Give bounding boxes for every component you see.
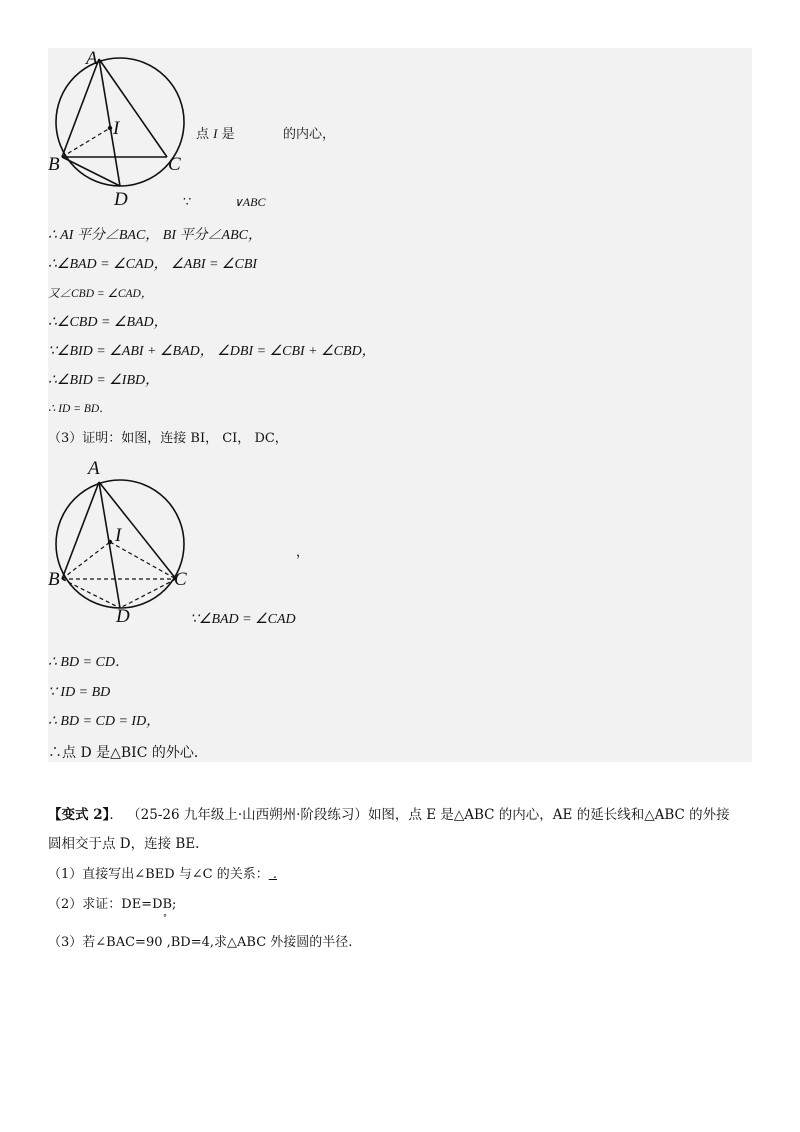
- question-2: （2）求证：DE=DB;: [48, 897, 177, 912]
- step-line: ∵∠BID = ∠ABI + ∠BAD， ∠DBI = ∠CBI + ∠CBD，: [48, 344, 376, 359]
- step-line: ∴ BD = CD = ID，: [48, 714, 161, 729]
- label-i: I: [115, 525, 122, 546]
- because-symbol: ∵: [183, 195, 192, 210]
- question-3: （3）若∠BAC=90 ,BD=4,求△ABC 外接圆的半径.: [48, 935, 353, 950]
- caption-incenter: 的内心，: [282, 127, 335, 142]
- label-c: C: [168, 154, 181, 175]
- label-a: A: [88, 458, 100, 479]
- exercise-stem: [48, 800, 756, 830]
- segment-ac: [99, 59, 167, 157]
- segment-ab: [62, 59, 99, 157]
- label-d: D: [116, 606, 130, 627]
- conclusion: ∴点 D 是△BIC 的外心．: [48, 745, 208, 761]
- degree-mark: °: [163, 913, 167, 922]
- step-line: ∴∠CBD = ∠BAD，: [48, 315, 168, 330]
- segment-cd-dashed: [120, 579, 176, 608]
- incenter-point: [108, 540, 112, 544]
- exercise-stem-line2: 圆相交于点 D，连接 BE.: [48, 836, 200, 852]
- caption-is: 是: [221, 127, 235, 142]
- step-line: ∴ AI 平分∠BAC， BI 平分∠ABC，: [48, 228, 262, 243]
- segment-bd: [62, 157, 120, 186]
- segment-ci-dashed: [110, 542, 176, 579]
- label-b: B: [48, 569, 60, 590]
- step-line: ∴∠BID = ∠IBD，: [48, 373, 160, 388]
- circle-figure-1: [44, 46, 194, 206]
- label-i: I: [113, 118, 120, 139]
- step-line: ∴ ID = BD．: [48, 403, 111, 415]
- answer-blank: .: [268, 867, 277, 882]
- label-d: D: [114, 189, 128, 206]
- caption-point: 点: [196, 127, 210, 142]
- label-b: B: [48, 154, 60, 175]
- exercise-tag: 【变式 2】: [48, 807, 110, 823]
- segment-ac: [99, 482, 176, 579]
- question-1: [48, 860, 756, 890]
- step-line: ∴ BD = CD．: [48, 655, 129, 670]
- step-line: 又∠CBD = ∠CAD，: [48, 288, 153, 300]
- incenter-point: [108, 126, 112, 130]
- fig1-caption: [196, 125, 335, 144]
- part3-intro: （3）证明：如图，连接 BI， CI， DC，: [48, 431, 288, 446]
- exercise-dot: ．: [109, 807, 123, 823]
- label-c: C: [174, 569, 187, 590]
- fig2-because: ∵∠BAD = ∠CAD: [190, 612, 296, 627]
- step-line: ∵ ID = BD: [48, 685, 111, 700]
- caption-var-i: I: [213, 126, 218, 141]
- step-line: ∴∠BAD = ∠CAD， ∠ABI = ∠CBI: [48, 257, 258, 272]
- fig2-comma: ，: [296, 545, 310, 560]
- question-1-text: （1）直接写出∠BED 与∠C 的关系：: [48, 867, 269, 882]
- triangle-abc-ref: ∨ABC: [234, 195, 266, 209]
- segment-bi-dashed: [62, 128, 110, 157]
- label-a: A: [86, 48, 98, 69]
- circle-figure-2: [44, 458, 194, 628]
- segment-bd-dashed: [62, 579, 120, 608]
- exercise-source: （25-26 九年级上·山西朔州·阶段练习）: [127, 807, 368, 823]
- exercise-stem-line1: 如图，点 E 是△ABC 的内心，AE 的延长线和△ABC 的外接: [367, 807, 730, 823]
